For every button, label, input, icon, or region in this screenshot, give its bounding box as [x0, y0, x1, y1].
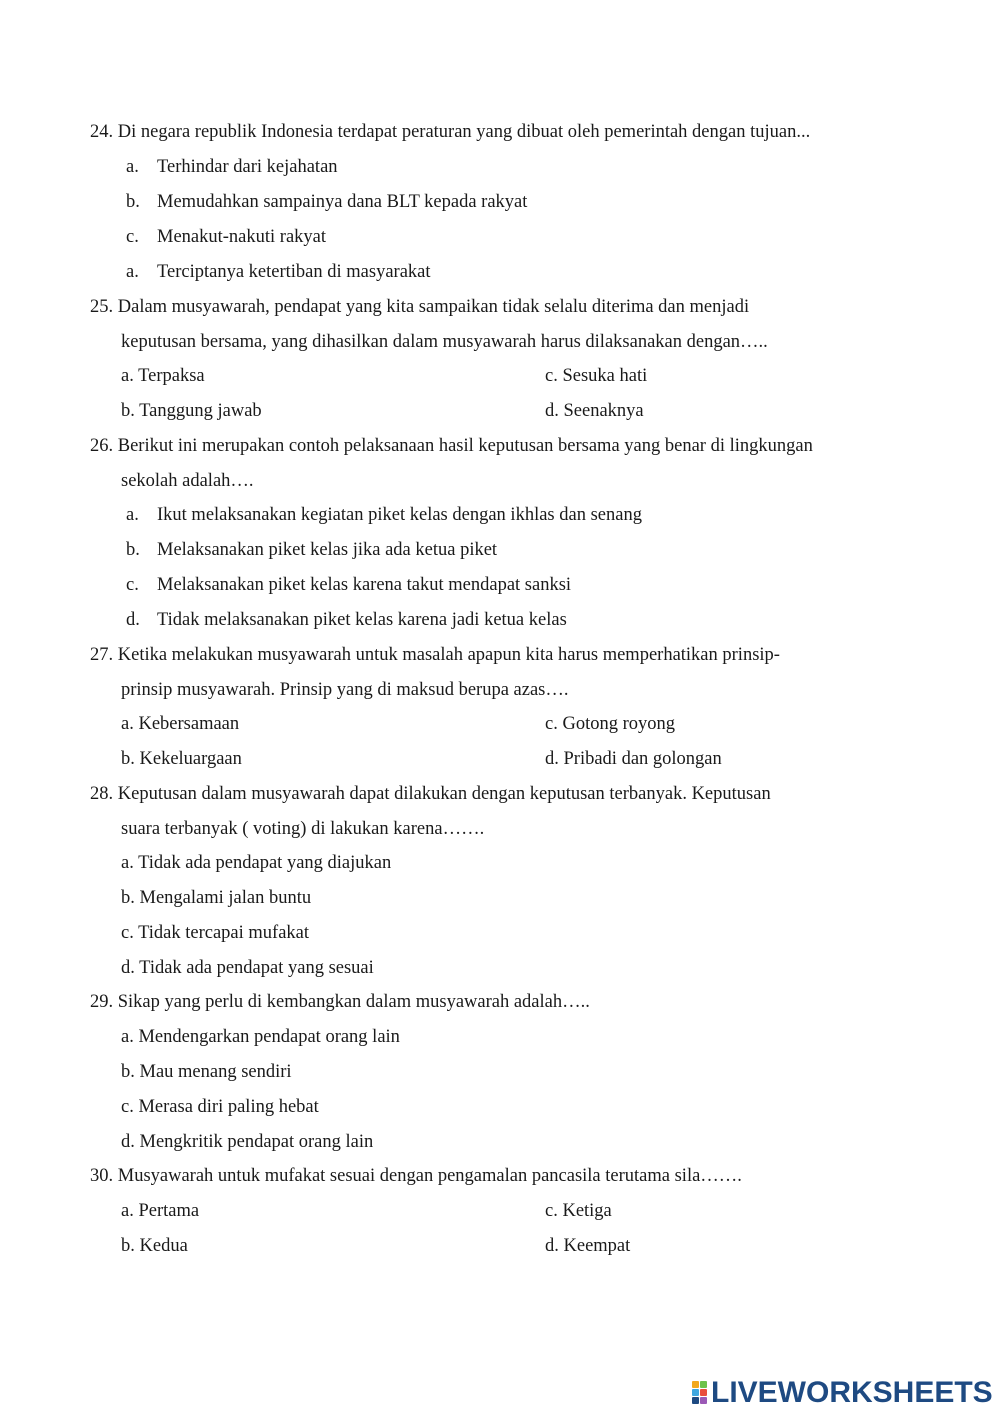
question-30: [90, 1164, 742, 1188]
option[interactable]: a. Pertama: [121, 1201, 200, 1221]
option[interactable]: c. Ketiga: [545, 1201, 612, 1221]
option-letter: a.: [126, 505, 139, 525]
question-text-continued: prinsip musyawarah. Prinsip yang di maksud berupa azas….: [121, 680, 569, 700]
question-text: Musyawarah untuk mufakat sesuai dengan pengamalan pancasila terutama sila…….: [117, 1166, 742, 1186]
question-text: Berikut ini merupakan contoh pelaksanaan hasil keputusan bersama yang benar di lingkungan: [117, 436, 813, 456]
option[interactable]: c. Sesuka hati: [545, 366, 648, 386]
question-text: Sikap yang perlu di kembangkan dalam musyawarah adalah…..: [117, 992, 590, 1012]
option-text: Memudahkan sampainya dana BLT kepada rakyat: [157, 192, 528, 212]
option[interactable]: d. Pribadi dan golongan: [545, 749, 722, 769]
option-text: Terhindar dari kejahatan: [157, 157, 338, 177]
option[interactable]: [126, 225, 326, 249]
option[interactable]: [126, 155, 338, 179]
option-letter: d.: [126, 610, 140, 630]
question-number: 25.: [90, 297, 114, 317]
question-text-continued: suara terbanyak ( voting) di lakukan karena…….: [121, 819, 485, 839]
option[interactable]: c. Gotong royong: [545, 714, 675, 734]
option[interactable]: d. Keempat: [545, 1236, 631, 1256]
option-letter: a.: [126, 262, 139, 282]
question-27: [90, 643, 780, 667]
question-number: 24.: [90, 122, 114, 142]
question-text: Keputusan dalam musyawarah dapat dilakukan dengan keputusan terbanyak. Keputusan: [117, 784, 771, 804]
question-number: 26.: [90, 436, 114, 456]
option-text: Melaksanakan piket kelas karena takut mendapat sanksi: [157, 575, 572, 595]
option-text: Menakut-nakuti rakyat: [157, 227, 327, 247]
question-text-continued: keputusan bersama, yang dihasilkan dalam musyawarah harus dilaksanakan dengan…..: [121, 332, 768, 352]
question-24: [90, 120, 810, 144]
option[interactable]: [126, 260, 431, 284]
question-29: [90, 990, 590, 1014]
option[interactable]: a. Terpaksa: [121, 366, 205, 386]
logo-text: LIVEWORKSHEETS: [711, 1376, 993, 1409]
option[interactable]: [126, 503, 642, 527]
logo-blocks-icon: [692, 1381, 709, 1405]
question-text-continued: sekolah adalah….: [121, 471, 254, 491]
liveworksheets-logo: [692, 1378, 993, 1408]
option[interactable]: c. Tidak tercapai mufakat: [121, 923, 310, 943]
question-number: 27.: [90, 645, 114, 665]
option[interactable]: b. Mengalami jalan buntu: [121, 888, 312, 908]
question-text: Ketika melakukan musyawarah untuk masalah apapun kita harus memperhatikan prinsip-: [117, 645, 780, 665]
option-text: Ikut melaksanakan kegiatan piket kelas dengan ikhlas dan senang: [157, 505, 642, 525]
question-number: 29.: [90, 992, 114, 1012]
option[interactable]: a. Mendengarkan pendapat orang lain: [121, 1027, 400, 1047]
option-text: Melaksanakan piket kelas jika ada ketua piket: [157, 540, 498, 560]
question-text: Dalam musyawarah, pendapat yang kita sampaikan tidak selalu diterima dan menjadi: [117, 297, 750, 317]
question-26: [90, 434, 813, 458]
option-letter: b.: [126, 192, 140, 212]
option-text: Tidak melaksanakan piket kelas karena jadi ketua kelas: [157, 610, 567, 630]
option-letter: c.: [126, 227, 139, 247]
option[interactable]: b. Kedua: [121, 1236, 188, 1256]
question-number: 30.: [90, 1166, 114, 1186]
option[interactable]: d. Seenaknya: [545, 401, 644, 421]
question-25: [90, 295, 749, 319]
option-letter: b.: [126, 540, 140, 560]
option[interactable]: b. Tanggung jawab: [121, 401, 262, 421]
question-28: [90, 782, 771, 806]
question-number: 28.: [90, 784, 114, 804]
option-text: Terciptanya ketertiban di masyarakat: [157, 262, 431, 282]
option[interactable]: d. Mengkritik pendapat orang lain: [121, 1132, 374, 1152]
option[interactable]: c. Merasa diri paling hebat: [121, 1097, 319, 1117]
option[interactable]: [126, 573, 571, 597]
option-letter: a.: [126, 157, 139, 177]
option[interactable]: a. Tidak ada pendapat yang diajukan: [121, 853, 392, 873]
option[interactable]: b. Kekeluargaan: [121, 749, 242, 769]
option[interactable]: [126, 538, 497, 562]
option[interactable]: [126, 190, 527, 214]
question-text: Di negara republik Indonesia terdapat peraturan yang dibuat oleh pemerintah dengan tujuan...: [117, 122, 811, 142]
option[interactable]: d. Tidak ada pendapat yang sesuai: [121, 958, 374, 978]
option[interactable]: b. Mau menang sendiri: [121, 1062, 292, 1082]
option-letter: c.: [126, 575, 139, 595]
option[interactable]: [126, 608, 567, 632]
option[interactable]: a. Kebersamaan: [121, 714, 240, 734]
